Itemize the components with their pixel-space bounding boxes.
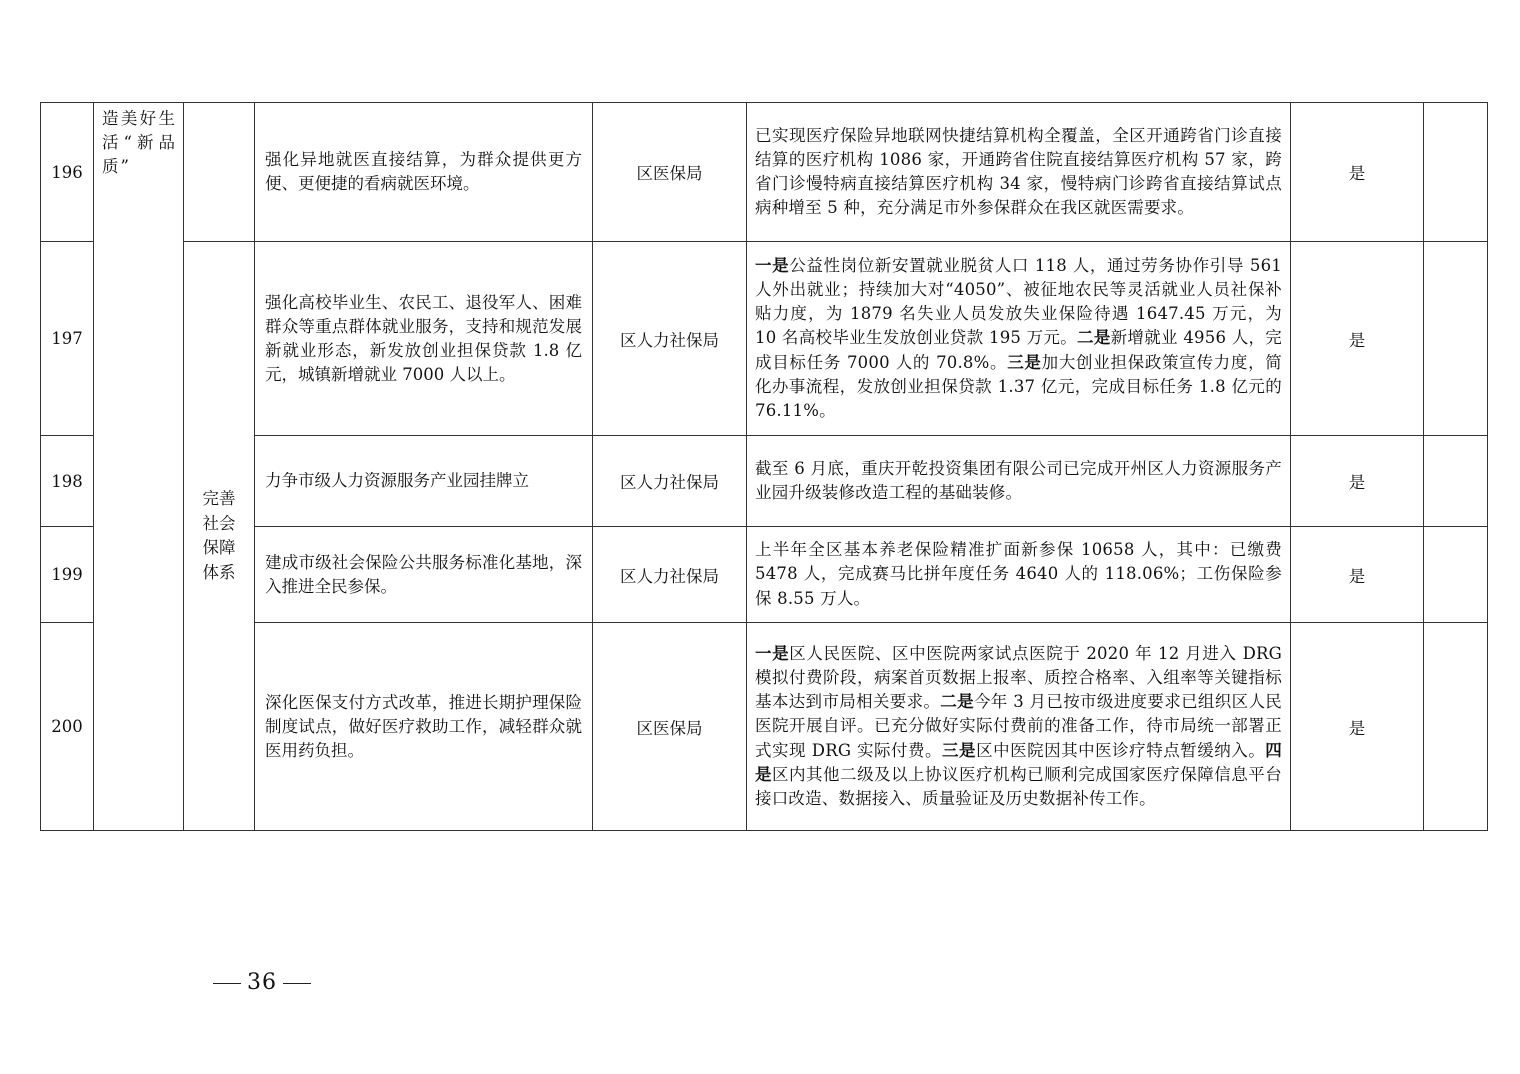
department-cell: 区医保局 bbox=[593, 623, 747, 831]
progress-text: 截至 6 月底，重庆开乾投资集团有限公司已完成开州区人力资源服务产业园升级装修改造工程的基础装修。 bbox=[755, 458, 1282, 502]
task-cell: 建成市级社会保险公共服务标准化基地，深入推进全民参保。 bbox=[255, 527, 593, 623]
progress-text: 已实现医疗保险异地联网快捷结算机构全覆盖，全区开通跨省门诊直接结算的医疗机构 1086 家，开通跨省住院直接结算医疗机构 57 家，跨省门诊慢特病直接结算医疗机构 34 家，慢特病门诊跨省直接结算试点病种增至 5 种，充分满足市外参保群众在我区就医需要求。 bbox=[755, 125, 1282, 218]
progress-cell bbox=[747, 436, 1291, 527]
table-row bbox=[41, 436, 1488, 527]
row-number: 199 bbox=[41, 527, 94, 623]
subcategory-empty-cell bbox=[184, 103, 255, 242]
progress-marker: 四是 bbox=[755, 740, 1282, 784]
table-row bbox=[41, 242, 1488, 436]
page-footer bbox=[207, 970, 317, 995]
department-cell: 区医保局 bbox=[593, 103, 747, 242]
table-row bbox=[41, 103, 1488, 242]
task-cell: 深化医保支付方式改革，推进长期护理保险制度试点，做好医疗救助工作，减轻群众就医用药负担。 bbox=[255, 623, 593, 831]
progress-text: 新增就业 4956 人，完成目标任务 7000 人的 70.8%。 bbox=[755, 328, 1282, 372]
completed-cell: 是 bbox=[1291, 436, 1424, 527]
note-cell bbox=[1424, 527, 1488, 623]
table-row bbox=[41, 623, 1488, 831]
progress-marker: 一是 bbox=[755, 255, 790, 275]
department-cell: 区人力社保局 bbox=[593, 436, 747, 527]
progress-cell bbox=[747, 623, 1291, 831]
footer-dash-right bbox=[283, 983, 311, 984]
note-cell bbox=[1424, 103, 1488, 242]
department-cell: 区人力社保局 bbox=[593, 242, 747, 436]
note-cell bbox=[1424, 623, 1488, 831]
progress-table bbox=[40, 102, 1488, 831]
row-number: 200 bbox=[41, 623, 94, 831]
category-cell: 造美好生活“新品质” bbox=[94, 103, 184, 831]
footer-dash-left bbox=[213, 983, 241, 984]
subcategory-label: 完善社会保障体系 bbox=[202, 489, 236, 582]
completed-cell: 是 bbox=[1291, 103, 1424, 242]
progress-marker: 三是 bbox=[1007, 352, 1042, 372]
note-cell bbox=[1424, 242, 1488, 436]
row-number: 197 bbox=[41, 242, 94, 436]
progress-text: 区内其他二级及以上协议医疗机构已顺利完成国家医疗保障信息平台接口改造、数据接入、质量验证及历史数据补传工作。 bbox=[755, 764, 1283, 808]
completed-cell: 是 bbox=[1291, 242, 1424, 436]
progress-cell bbox=[747, 103, 1291, 242]
progress-cell bbox=[747, 242, 1291, 436]
row-number: 196 bbox=[41, 103, 94, 242]
task-cell: 强化高校毕业生、农民工、退役军人、困难群众等重点群体就业服务，支持和规范发展新就业形态，新发放创业担保贷款 1.8 亿元，城镇新增就业 7000 人以上。 bbox=[255, 242, 593, 436]
progress-marker: 一是 bbox=[755, 643, 790, 663]
progress-text: 上半年全区基本养老保险精准扩面新参保 10658 人，其中：已缴费 5478 人，完成赛马比拼年度任务 4640 人的 118.06%；工伤保险参保 8.55 万人。 bbox=[755, 540, 1282, 608]
progress-text: 区人民医院、区中医院两家试点医院于 2020 年 12 月进入 DRG 模拟付费阶段，病案首页数据上报率、质控合格率、入组率等关键指标基本达到市局相关要求。 bbox=[755, 643, 1282, 712]
task-cell: 强化异地就医直接结算，为群众提供更方便、更便捷的看病就医环境。 bbox=[255, 103, 593, 242]
completed-cell: 是 bbox=[1291, 623, 1424, 831]
progress-text: 公益性岗位新安置就业脱贫人口 118 人，通过劳务协作引导 561 人外出就业；持续加大对“4050”、被征地农民等灵活就业人员社保补贴力度，为 1879 名失业人员发放失业保险待遇 1647.45 万元，为 10 名高校毕业生发放创业贷款 195 万元。 bbox=[755, 255, 1282, 348]
table-row bbox=[41, 527, 1488, 623]
completed-cell: 是 bbox=[1291, 527, 1424, 623]
progress-cell bbox=[747, 527, 1291, 623]
note-cell bbox=[1424, 436, 1488, 527]
progress-text: 今年 3 月已按市级进度要求已组织区人民医院开展自评。已充分做好实际付费前的准备工作，待市局统一部署正式实现 DRG 实际付费。 bbox=[755, 692, 1282, 760]
progress-text: 区中医院因其中医诊疗特点暂缓纳入。 bbox=[976, 740, 1266, 760]
row-number: 198 bbox=[41, 436, 94, 527]
progress-marker: 二是 bbox=[940, 692, 974, 712]
progress-marker: 二是 bbox=[1077, 328, 1111, 348]
department-cell: 区人力社保局 bbox=[593, 527, 747, 623]
task-cell: 力争市级人力资源服务产业园挂牌立 bbox=[255, 436, 593, 527]
progress-text: 加大创业担保政策宣传力度，简化办事流程，发放创业担保贷款 1.37 亿元，完成目标任务 1.8 亿元的 76.11%。 bbox=[755, 352, 1282, 420]
subcategory-cell bbox=[184, 242, 255, 831]
progress-marker: 三是 bbox=[942, 740, 977, 760]
page-number: 36 bbox=[247, 970, 277, 995]
